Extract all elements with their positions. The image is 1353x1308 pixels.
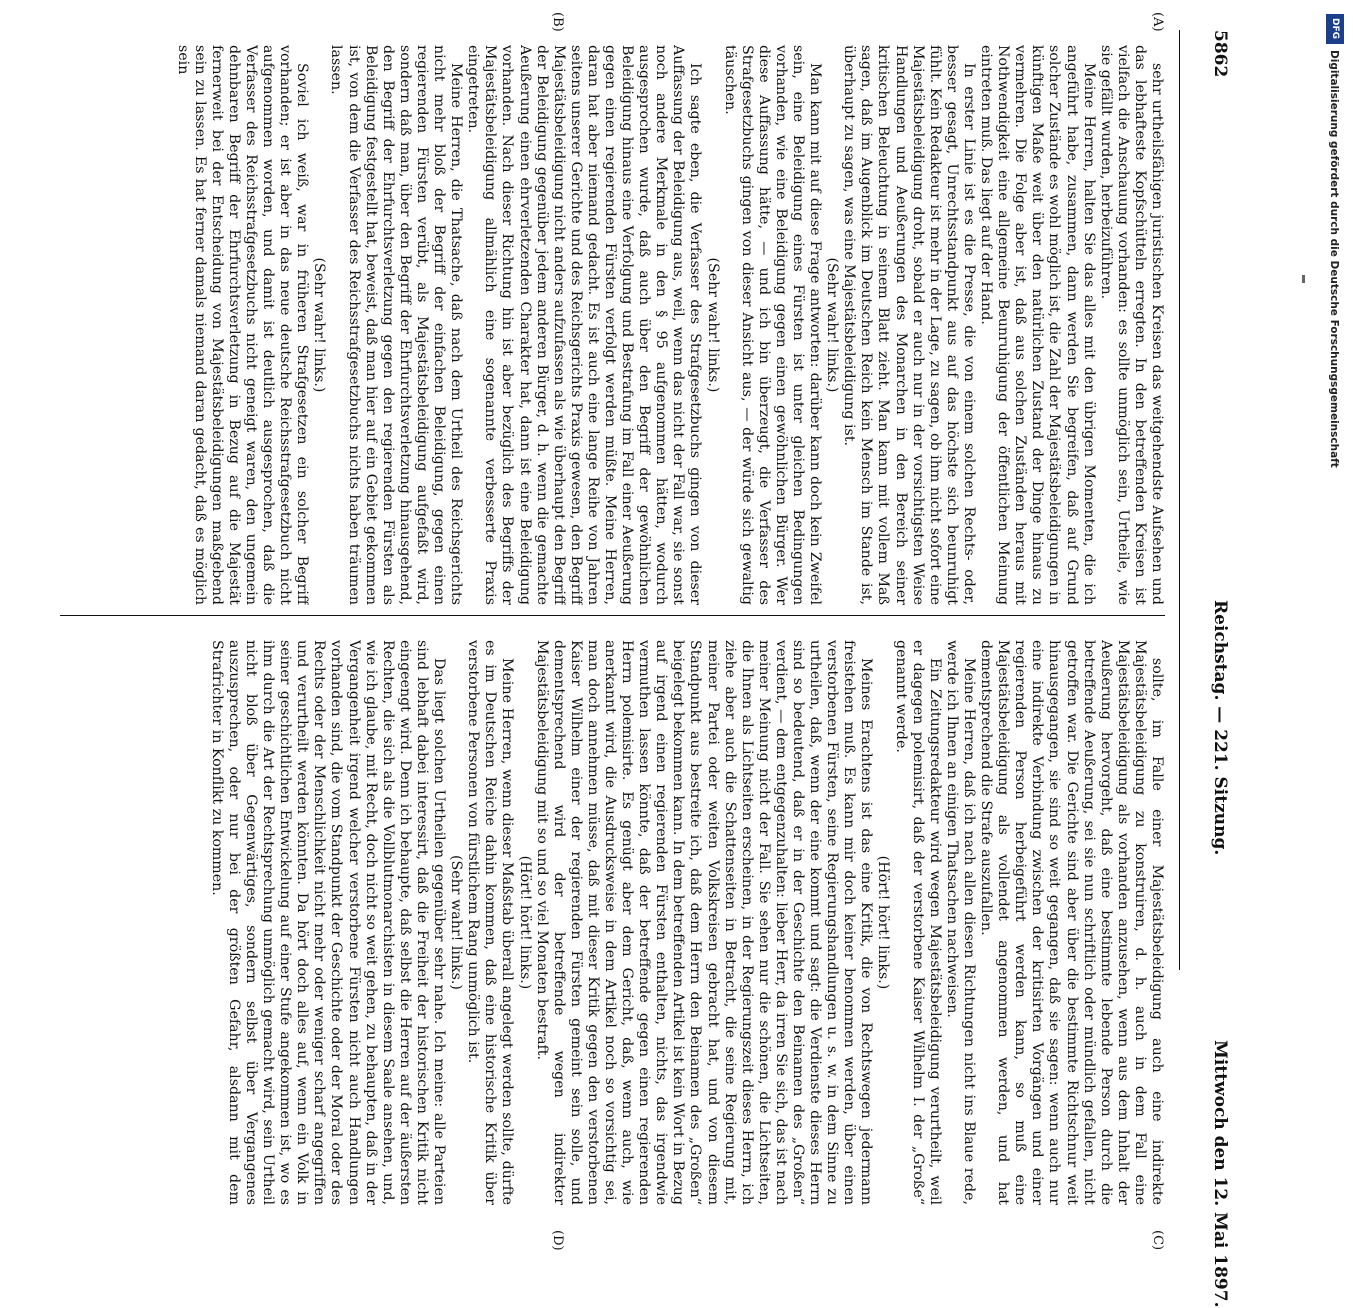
page-date: Mittwoch den 12. Mai 1897. bbox=[1210, 1040, 1230, 1308]
margin-marker-b: (B) bbox=[550, 12, 565, 32]
paragraph: Meine Herren, wenn dieser Maßstab überall angelegt werden sollte, dürfte es im Deutschen Reiche dahin kommen, daß eine historische Kritik über verstorbene Personen von fürstlichem Rang unmöglich ist. bbox=[465, 640, 516, 1205]
page-number: 5862 bbox=[1210, 30, 1230, 78]
interjection: (Hört! hört! links.) bbox=[516, 855, 533, 990]
margin-marker-a: (A) bbox=[1150, 12, 1165, 32]
interjection: (Sehr wahr! links.) bbox=[311, 257, 328, 393]
right-text-column bbox=[60, 640, 1165, 1205]
left-text-column bbox=[60, 45, 1165, 605]
paragraph: Meines Erachtens ist das eine Kritik, die von Rechtswegen jedermann freistehen muß. Es kann mir doch keiner benommen werden, über einen verstorbenen Fürsten, seine Regierungshandlungen u. s. w. in dem Sinne zu urtheilen, daß, wenn der eine kommt und sagt: die Verdienste dieses Herrn sind so bedeutend, daß er in der Geschichte den Beinamen des „Großen“ verdient, — dem entgegenzuhalten: lieber Herr, da irren Sie sich, das ist nach meiner Meinung nicht der Fall. Sie sehen nur die schönen, die Lichtseiten, die Ihnen als Lichtseiten erscheinen, in der Regierungszeit dieses Herrn, ich ziehe aber auch die Schattenseiten in Betracht, die seine Regierung mit, meiner Partei oder weiten Volkskreisen gebracht hat, und von diesem Standpunkt aus bestreite ich, daß dem Herrn den Beinamen des „Großen“ beigelegt bekommen kann. In dem betreffenden Artikel ist kein Wort in Bezug auf irgend einen regierenden Fürsten enthalten, nichts, das irgendwie vermuthen lassen könnte, daß der betreffende gegen einen regierenden Herrn polemisirte. Es genügt aber dem Gericht, daß, wenn auch, wie anerkannt wird, die Ausdrucksweise in dem Artikel noch so vorsichtig sei, man doch annehmen müsse, daß mit dieser Kritik gegen den verstorbenen Kaiser Wilhelm einer der regierenden Fürsten gemeint sein solle, und dementsprechend wird der betreffende wegen indirekter Majestätsbeleidigung mit so und so viel Monaten bestraft. bbox=[533, 640, 875, 1205]
paragraph: Meine Herren, halten Sie das alles mit den übrigen Momenten, die ich angeführt habe, zusammen, dann werden Sie begreifen, daß auf Grund solcher Zustände es wohl möglich ist, die Zahl der Majestätsbeleidigungen in künftigen Maße weit über den natürlichen Zustand der Dinge hinaus zu vermehren. Die Folge aber ist, daß aus solchen Zuständen heraus mit Nothwendigkeit eine allgemeine Beunruhigung der öffentlichen Meinung eintreten muß. Das liegt auf der Hand. bbox=[978, 45, 1097, 605]
digitization-footer bbox=[1322, 12, 1348, 987]
interjection: (Hört! hört! links.) bbox=[875, 855, 892, 990]
paragraph: Ein Zeitungsredakteur wird wegen Majestätsbeleidigung verurtheilt, weil er dagegen polemisirt, daß der verstorbene Kaiser Wilhelm I. der „Große“ genannt werde. bbox=[892, 640, 943, 1205]
paragraph: Ich sagte eben, die Verfasser des Strafgesetzbuchs gingen von dieser Auffassung der Beleidigung aus, weil, wenn das nicht der Fall war, sie sonst noch andere Merkmale in den § 95 aufgenommen hätten, wodurch ausgesprochen wurde, daß auch über den Begriff der gewöhnlichen Beleidigung hinaus eine Verfolgung und Bestrafung im Fall einer Aeußerung gegen einen regierenden Fürsten verfolgt werden müßte. Meine Herren, daran hat aber niemand gedacht. Es ist auch eine lange Reihe von Jahren seitens unserer Gerichte und des Reichsgerichts Praxis gewesen, den Begriff Majestätsbeleidigung nicht anders aufzufassen als wie überhaupt den Begriff der Beleidigung gegenüber jedem anderen Bürger, d. h. wenn die gemachte Aeußerung einen ehrverletzenden Charakter hat, dann ist eine Beleidigung vorhanden. Nach dieser Richtung hin ist aber bezüglich des Begriffs der Majestätsbeleidigung allmählich eine sogenannte verbesserte Praxis eingetreten. bbox=[465, 45, 704, 605]
interjection: (Sehr wahr! links.) bbox=[448, 855, 465, 990]
paragraph: Das liegt solchen Urtheilen gegenüber sehr nahe. Ich meine: alle Parteien sind lebhaft dabei interessirt, daß die Freiheit der historischen Kritik nicht eingeengt wird. Denn ich behaupte, daß selbst die Herren auf der äußersten Rechten, die sich als die Vollblutmonarchisten in diesem Saale ansehen, und, wie ich glaube, mit Recht, doch nicht so weit gehen, zu behaupten, daß in der Vergangenheit irgend welcher verstorbene Fürsten nicht auch Handlungen vorhanden sind, die vom Standpunkt der Geschichte oder der Moral oder des Rechts oder der Menschlichkeit nicht mehr oder weniger scharf angegriffen und verurtheilt werden könnten. Da hört doch alles auf, wenn ein Volk in seiner geschichtlichen Entwickelung auf einer Stufe angekommen ist, wo es ihm durch die Art der Rechtsprechung unmöglich gemacht wird, sein Urtheil nicht bloß über Gegenwärtiges, sondern selbst über Vergangenes auszusprechen, oder nur bei der größten Gefahr, alsdann mit dem Strafrichter in Konflikt zu kommen. bbox=[208, 640, 448, 1205]
paragraph: sollte, im Falle einer Majestätsbeleidigung auch eine indirekte Majestätsbeleidigung zu konstruiren, d. h. auch in dem Fall eine Majestätsbeleidigung als vorhanden anzusehen, wenn aus dem Inhalt der Aeußerung hervorgeht, daß eine bestimmte lebende Person durch die betreffende Aeußerung, sei sie nun schriftlich oder mündlich gefallen, nicht getroffen war. Die Gerichte sind aber über die bestimmte Richtschnur weit hinausgegangen, sie sind so weit gegangen, daß sie sagen: wenn auch nur eine indirekte Verbindung zwischen der kritisirten Vorgängen und einer regierenden Person herbeigeführt werden kann, so muß eine Majestätsbeleidigung als vollendet angenommen werden, und hat dementsprechend die Strafe auszufallen. bbox=[978, 640, 1165, 1205]
paragraph: Meine Herren, die Thatsache, daß nach dem Urtheil des Reichsgerichts nicht mehr bloß der Begriff der einfachen Beleidigung, gegen einen regierenden Fürsten verübt, als Majestätsbeleidigung aufgefaßt wird, sondern daß man, über den Begriff der Ehrfurchtsverletzung hinausgehend, den Begriff der Ehrfurchtsverletzung gegen den regierenden Fürsten als Beleidigung festgestellt hat, beweist, daß man hier auf ein Gebiet gekommen ist, von dem die Verfasser des Reichsstrafgesetzbuchs nichts haben träumen lassen. bbox=[328, 45, 465, 605]
header-rule bbox=[1179, 30, 1180, 970]
paragraph: sehr urtheilsfähigen juristischen Kreisen das weitgehendste Aufsehen und das lebhafteste Kopfschütteln erregten. In den betreffenden Kreisen ist vielfach die Anschauung vorhanden: es sollte unmöglich sein, Urtheile, wie sie gefällt wurden, herbeizuführen. bbox=[1097, 45, 1165, 605]
paragraph: Meine Herren, daß ich nach allen diesen Richtungen nicht ins Blaue rede, werde ich Ihnen an einigen Thatsachen nachweisen. bbox=[943, 640, 977, 1205]
interjection: (Sehr wahr! links.) bbox=[824, 257, 841, 393]
column-divider bbox=[60, 615, 1165, 616]
dfg-logo: DFG bbox=[1326, 14, 1344, 44]
running-title: Reichstag. — 221. Sitzung. bbox=[1210, 600, 1230, 856]
paragraph: In erster Linie ist es die Presse, die von einem solchen Rechts- oder, besser gesagt, Unrechtsstandpunkt aus auf das höchste sich beunruhigt fühlt. Kein Redakteur ist mehr in der Lage, zu sagen, ob ihm nicht sofort eine Majestätsbeleidigung droht, sobald er auch nur in der vorsichtigsten Weise Handlungen und Aeußerungen des Monarchen in den Bereich seiner kritischen Beleuchtung in seinem Blatt zieht. Man kann mit vollem Maß sagen, daß im Augenblick im Deutschen Reich kein Mensch im Stande ist, überhaupt zu sagen, was eine Majestätsbeleidigung ist. bbox=[841, 45, 977, 605]
interjection: (Sehr wahr! links.) bbox=[704, 257, 721, 393]
digitization-credit: Digitalisierung gefördert durch die Deutsche Forschungsgemeinschaft bbox=[1328, 50, 1340, 468]
margin-marker-c: (C) bbox=[1150, 1230, 1165, 1251]
paragraph: Man kann mit auf diese Frage antworten: darüber kann doch kein Zweifel sein, eine Beleidigung eines Fürsten ist unter gleichen Bedingungen vorhanden, wie eine Beleidigung gegen einen gewöhnlichen Bürger. Wer diese Auffassung hätte, — und ich bin überzeugt, die Verfasser des Strafgesetzbuchs gingen von dieser Ansicht aus, — der würde sich gewaltig täuschen. bbox=[721, 45, 824, 605]
scan-artifact bbox=[1302, 275, 1305, 283]
paragraph: Soviel ich weiß, war in früheren Strafgesetzen ein solcher Begriff vorhanden; er ist aber in das neue deutsche Reichsstrafgesetzbuch nicht aufgenommen worden, und damit ist deutlich ausgesprochen, daß die Verfasser des Reichsstrafgesetzbuchs nicht geneigt waren, den ungemein dehnbaren Begriff der Ehrfurchtsverletzung in Bezug auf die Majestät fernerweit bei der Entscheidung von Majestätsbeleidigungen maßgebend sein zu lassen. Es hat ferner damals niemand daran gedacht, daß es möglich sein bbox=[174, 45, 311, 605]
margin-marker-d: (D) bbox=[550, 1230, 565, 1251]
